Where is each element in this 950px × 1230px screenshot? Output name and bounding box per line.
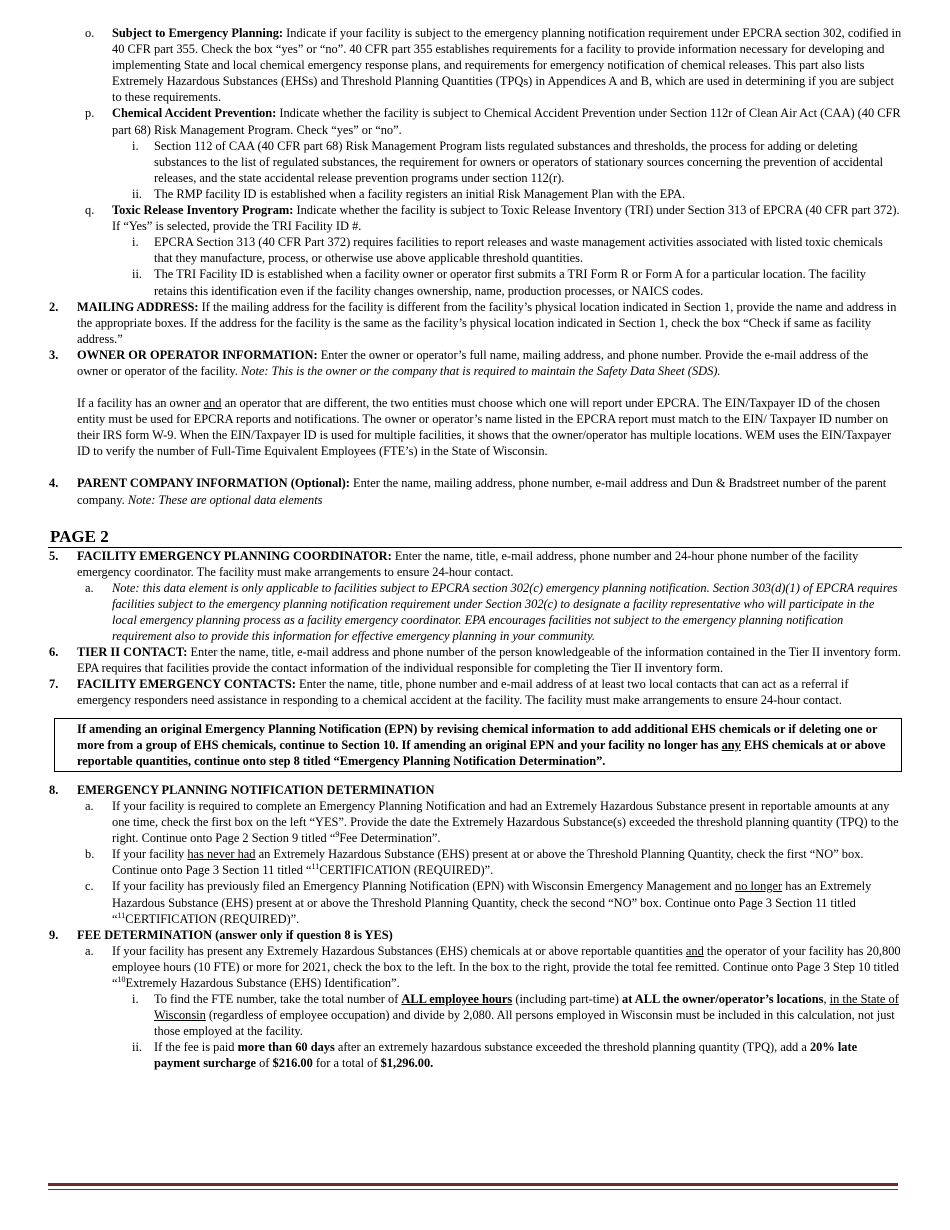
section-text: Enter the owner or operator’s full name, mailing address, and phone number. Provide the e-mail address of the owner or operator of the facility. bbox=[77, 347, 869, 378]
section-text: Enter the name, title, e-mail address and phone number of the person knowledgeable of the information contained in the Tier II inventory form. EPA requires that facilities provide the contact information of the individual responsible for completing the Tier II inventory form. bbox=[77, 645, 902, 676]
section-number: 7. bbox=[49, 677, 59, 692]
section-text: Enter the name, title, phone number and e-mail address of at least two local contacts that can act as a referral if emergency responders need assistance in responding to a chemical accident at the facility. The facility must make arrangements to ensure 24-hour contact. bbox=[77, 677, 849, 708]
section-number: 5. bbox=[49, 548, 59, 563]
amendment-notice-box: If amending an original Emergency Planning Notification (EPN) by revising chemical information to add additional EHS chemicals or if deleting one or more from a group of EHS chemicals, continue to Section 10. If amending an original EPN and your facility no longer has any EHS chemicals at or above reportable quantities, continue onto step 8 titled “Emergency Planning Notification Determination”. bbox=[54, 718, 902, 772]
section-3-owner-operator bbox=[48, 347, 902, 460]
subitem-marker: a. bbox=[85, 798, 94, 813]
subitem-text: If the fee is paid more than 60 days after an extremely hazardous substance exceeded the threshold planning quantity (TPQ), add a 20% late payment surcharge of $216.00 for a total of $1,296.00. bbox=[154, 1040, 858, 1071]
item-text: Indicate if your facility is subject to the emergency planning notification requirement under EPCRA section 302, codified in 40 CFR part 355. Check the box “yes” or “no”. 40 CFR part 355 establishes requirements for a facility to provide information necessary for developing and implementing State and local chemical emergency response plans, and requirements for emergency notification of chemical releases. This part also lists Extremely Hazardous Substances (EHSs) and Threshold Planning Quantities (TPQs) in Appendices A and B, which are used in determining if you are subject to these requirements. bbox=[112, 26, 902, 105]
section-2-mailing-address bbox=[48, 299, 902, 347]
section-8b bbox=[48, 846, 902, 878]
subitem-text: The TRI Facility ID is established when a facility owner or operator first submits a TRI Form R or Form A for a particular location. The facility retains this identification even if the facility changes ownership, name, production processes, or NAICS codes. bbox=[154, 267, 866, 298]
subitem-text: If your facility has previously filed an Emergency Planning Notification (EPN) with Wisconsin Emergency Management and no longer has an Extremely Hazardous Substance (EHS) present at or above the Threshold Planning Quantity, check the second “NO” box. Continue onto Page 3 Section 11 titled “$^{11}$CERTIFICATION (REQUIRED)”. bbox=[112, 879, 872, 926]
subitem-marker: c. bbox=[85, 879, 94, 894]
item-marker: p. bbox=[85, 106, 95, 121]
subitem-marker: i. bbox=[132, 138, 139, 153]
item-text: Indicate whether the facility is subject to Toxic Release Inventory (TRI) under Section 313 of EPCRA (40 CFR part 372). If “Yes” is selected, provide the TRI Facility ID #. bbox=[112, 203, 900, 234]
subitem-marker: ii. bbox=[132, 267, 142, 282]
section-5-note bbox=[48, 580, 902, 644]
subitem-q-i bbox=[48, 234, 902, 266]
item-p bbox=[48, 105, 902, 137]
section-text: Enter the name, title, e-mail address, phone number and 24-hour phone number of the facility emergency coordinator. The facility must make arrangements to ensure 24-hour contact. bbox=[77, 548, 859, 579]
subitem-marker: a. bbox=[85, 580, 94, 595]
section-4-parent-company bbox=[48, 475, 902, 507]
section-8c bbox=[48, 878, 902, 926]
section-heading: EMERGENCY PLANNING NOTIFICATION DETERMINATION bbox=[77, 782, 435, 797]
item-o bbox=[48, 25, 902, 105]
owner-operator-paragraph: If a facility has an owner and an operator that are different, the two entities must choose which one will report under EPCRA. The EIN/Taxpayer ID of the chosen entity must be used for EPCRA reports and notifications. The owner or operator’s name listed in the EPCRA report must match to the EIN/ Taxpayer ID number on their IRS form W-9. When the EIN/Taxpayer ID is used for multiple facilities, it shows that the owner/operator has multiple locations. WEM uses the EIN/Taxpayer ID to verify the number of Full-Time Equivalent Employees (FTE’s) in the State of Wisconsin. bbox=[77, 396, 892, 459]
subitem-text: EPCRA Section 313 (40 CFR Part 372) requires facilities to report releases and waste management activities associated with listed toxic chemicals that they manufacture, process, or otherwise use above applicable threshold quantities. bbox=[154, 235, 883, 266]
item-text: Indicate whether the facility is subject to Chemical Accident Prevention under Section 112r of Clean Air Act (CAA) (40 CFR part 68) Risk Management Program. Check “yes” or “no”. bbox=[112, 106, 901, 137]
subitem-text: To find the FTE number, take the total number of ALL employee hours (including part-time) at ALL the owner/operator’s locations, in the State of Wisconsin (regardless of employee occupation) and divide by 2,080. All persons employed in Wisconsin must be included in this calculation, not just those employed at the facility. bbox=[154, 992, 899, 1039]
section-9a bbox=[48, 943, 902, 991]
subitem-marker: a. bbox=[85, 943, 94, 958]
subitem-text: Section 112 of CAA (40 CFR part 68) Risk Management Program lists regulated substances and thresholds, the process for adding or deleting substances to the list of regulated substances, the requirement for owners or operators of stationary sources concerning the prevention of accidental releases, and the state accidental release prevention programs under section 112(r). bbox=[154, 138, 884, 185]
section-heading: FACILITY EMERGENCY PLANNING COORDINATOR: bbox=[77, 548, 392, 563]
subitem-p-ii bbox=[48, 186, 902, 202]
section-7-emergency-contacts bbox=[48, 676, 902, 708]
item-q bbox=[48, 202, 902, 234]
subitem-note: Note: this data element is only applicable to facilities subject to EPCRA section 302(c) emergency planning notification. Section 303(d)(1) of EPCRA requires facilities subject to the emergency planning notification requirement under Section 302(c) to designate a facility representative who will participate in the local emergency planning process as a facility emergency coordinator. EPA encourages facilities not subject to the emergency planning notification requirement also to provide this information for effective emergency planning in your community. bbox=[112, 580, 898, 644]
section-heading: OWNER OR OPERATOR INFORMATION: bbox=[77, 347, 318, 362]
section-8-epn-determination bbox=[48, 782, 902, 798]
subitem-text: If your facility has never had an Extremely Hazardous Substance (EHS) present at or above the Threshold Planning Quantity, check the first “NO” box. Continue onto Page 3 Section 11 titled “$^{11}$CERTIFICATION (REQUIRED)”. bbox=[112, 847, 864, 878]
section-text: Enter the name, mailing address, phone number, e-mail address and Dun & Bradstreet number of the parent company. bbox=[77, 476, 887, 507]
section-note: Note: These are optional data elements bbox=[127, 492, 323, 507]
subitem-text: If your facility has present any Extremely Hazardous Substances (EHS) chemicals at or above reportable quantities and the operator of your facility has 20,800 employee hours (10 FTE) or more for 2021, check the box to the left. In the box to the right, provide the total fee remitted. Continue onto Page 3 Step 10 titled “$^{10}$Extremely Hazardous Substance (EHS) Identification”. bbox=[112, 943, 901, 990]
section-9a-i bbox=[48, 991, 902, 1039]
section-6-tier-ii-contact bbox=[48, 644, 902, 676]
section-5-emergency-coordinator bbox=[48, 548, 902, 580]
section-heading: FEE DETERMINATION (answer only if question 8 is YES) bbox=[77, 927, 393, 942]
item-marker: q. bbox=[85, 203, 95, 218]
subitem-marker: i. bbox=[132, 992, 139, 1007]
section-heading: MAILING ADDRESS: bbox=[77, 299, 199, 314]
subitem-text: If your facility is required to complete an Emergency Planning Notification and had an Extremely Hazardous Substance present in reportable amounts at any one time, check the first box on the left “YES”. Provide the date the Extremely Hazardous Substance(s) exceeded the threshold planning quantity (TPQ) to the right. Continue onto Page 2 Section 9 titled “$^9$Fee Determination”. bbox=[112, 798, 899, 846]
subitem-text: The RMP facility ID is established when a facility registers an initial Risk Management Plan with the EPA. bbox=[154, 186, 686, 201]
subitem-marker: ii. bbox=[132, 1040, 142, 1055]
subitem-p-i bbox=[48, 138, 902, 186]
section-heading: FACILITY EMERGENCY CONTACTS: bbox=[77, 677, 296, 692]
subitem-q-ii bbox=[48, 266, 902, 298]
section-9a-ii bbox=[48, 1039, 902, 1071]
subitem-marker: b. bbox=[85, 847, 95, 862]
item-marker: o. bbox=[85, 26, 95, 40]
section-number: 4. bbox=[49, 476, 59, 491]
subitem-marker: i. bbox=[132, 235, 139, 250]
page-heading: PAGE 2 bbox=[48, 527, 902, 548]
footer-rule bbox=[48, 1183, 898, 1190]
section-8a bbox=[48, 798, 902, 846]
section-number: 2. bbox=[49, 299, 59, 314]
section-note: Note: This is the owner or the company that is required to maintain the Safety Data Sheet (SDS). bbox=[241, 363, 721, 378]
section-number: 9. bbox=[49, 927, 59, 942]
item-heading: Subject to Emergency Planning: bbox=[112, 26, 284, 40]
section-heading: TIER II CONTACT: bbox=[77, 645, 188, 660]
section-number: 8. bbox=[49, 782, 59, 797]
section-text: If the mailing address for the facility is different from the facility’s physical location indicated in Section 1, provide the name and address in the appropriate boxes. If the address for the facility is the same as the facility’s physical location indicated in Section 1, check the box “Check if same as facility address.” bbox=[77, 299, 897, 346]
section-heading: PARENT COMPANY INFORMATION (Optional): bbox=[77, 476, 350, 491]
subitem-marker: ii. bbox=[132, 186, 142, 201]
section-number: 3. bbox=[49, 347, 59, 362]
section-number: 6. bbox=[49, 645, 59, 660]
item-heading: Chemical Accident Prevention: bbox=[112, 106, 277, 121]
section-9-fee-determination bbox=[48, 927, 902, 943]
item-heading: Toxic Release Inventory Program: bbox=[112, 203, 294, 218]
